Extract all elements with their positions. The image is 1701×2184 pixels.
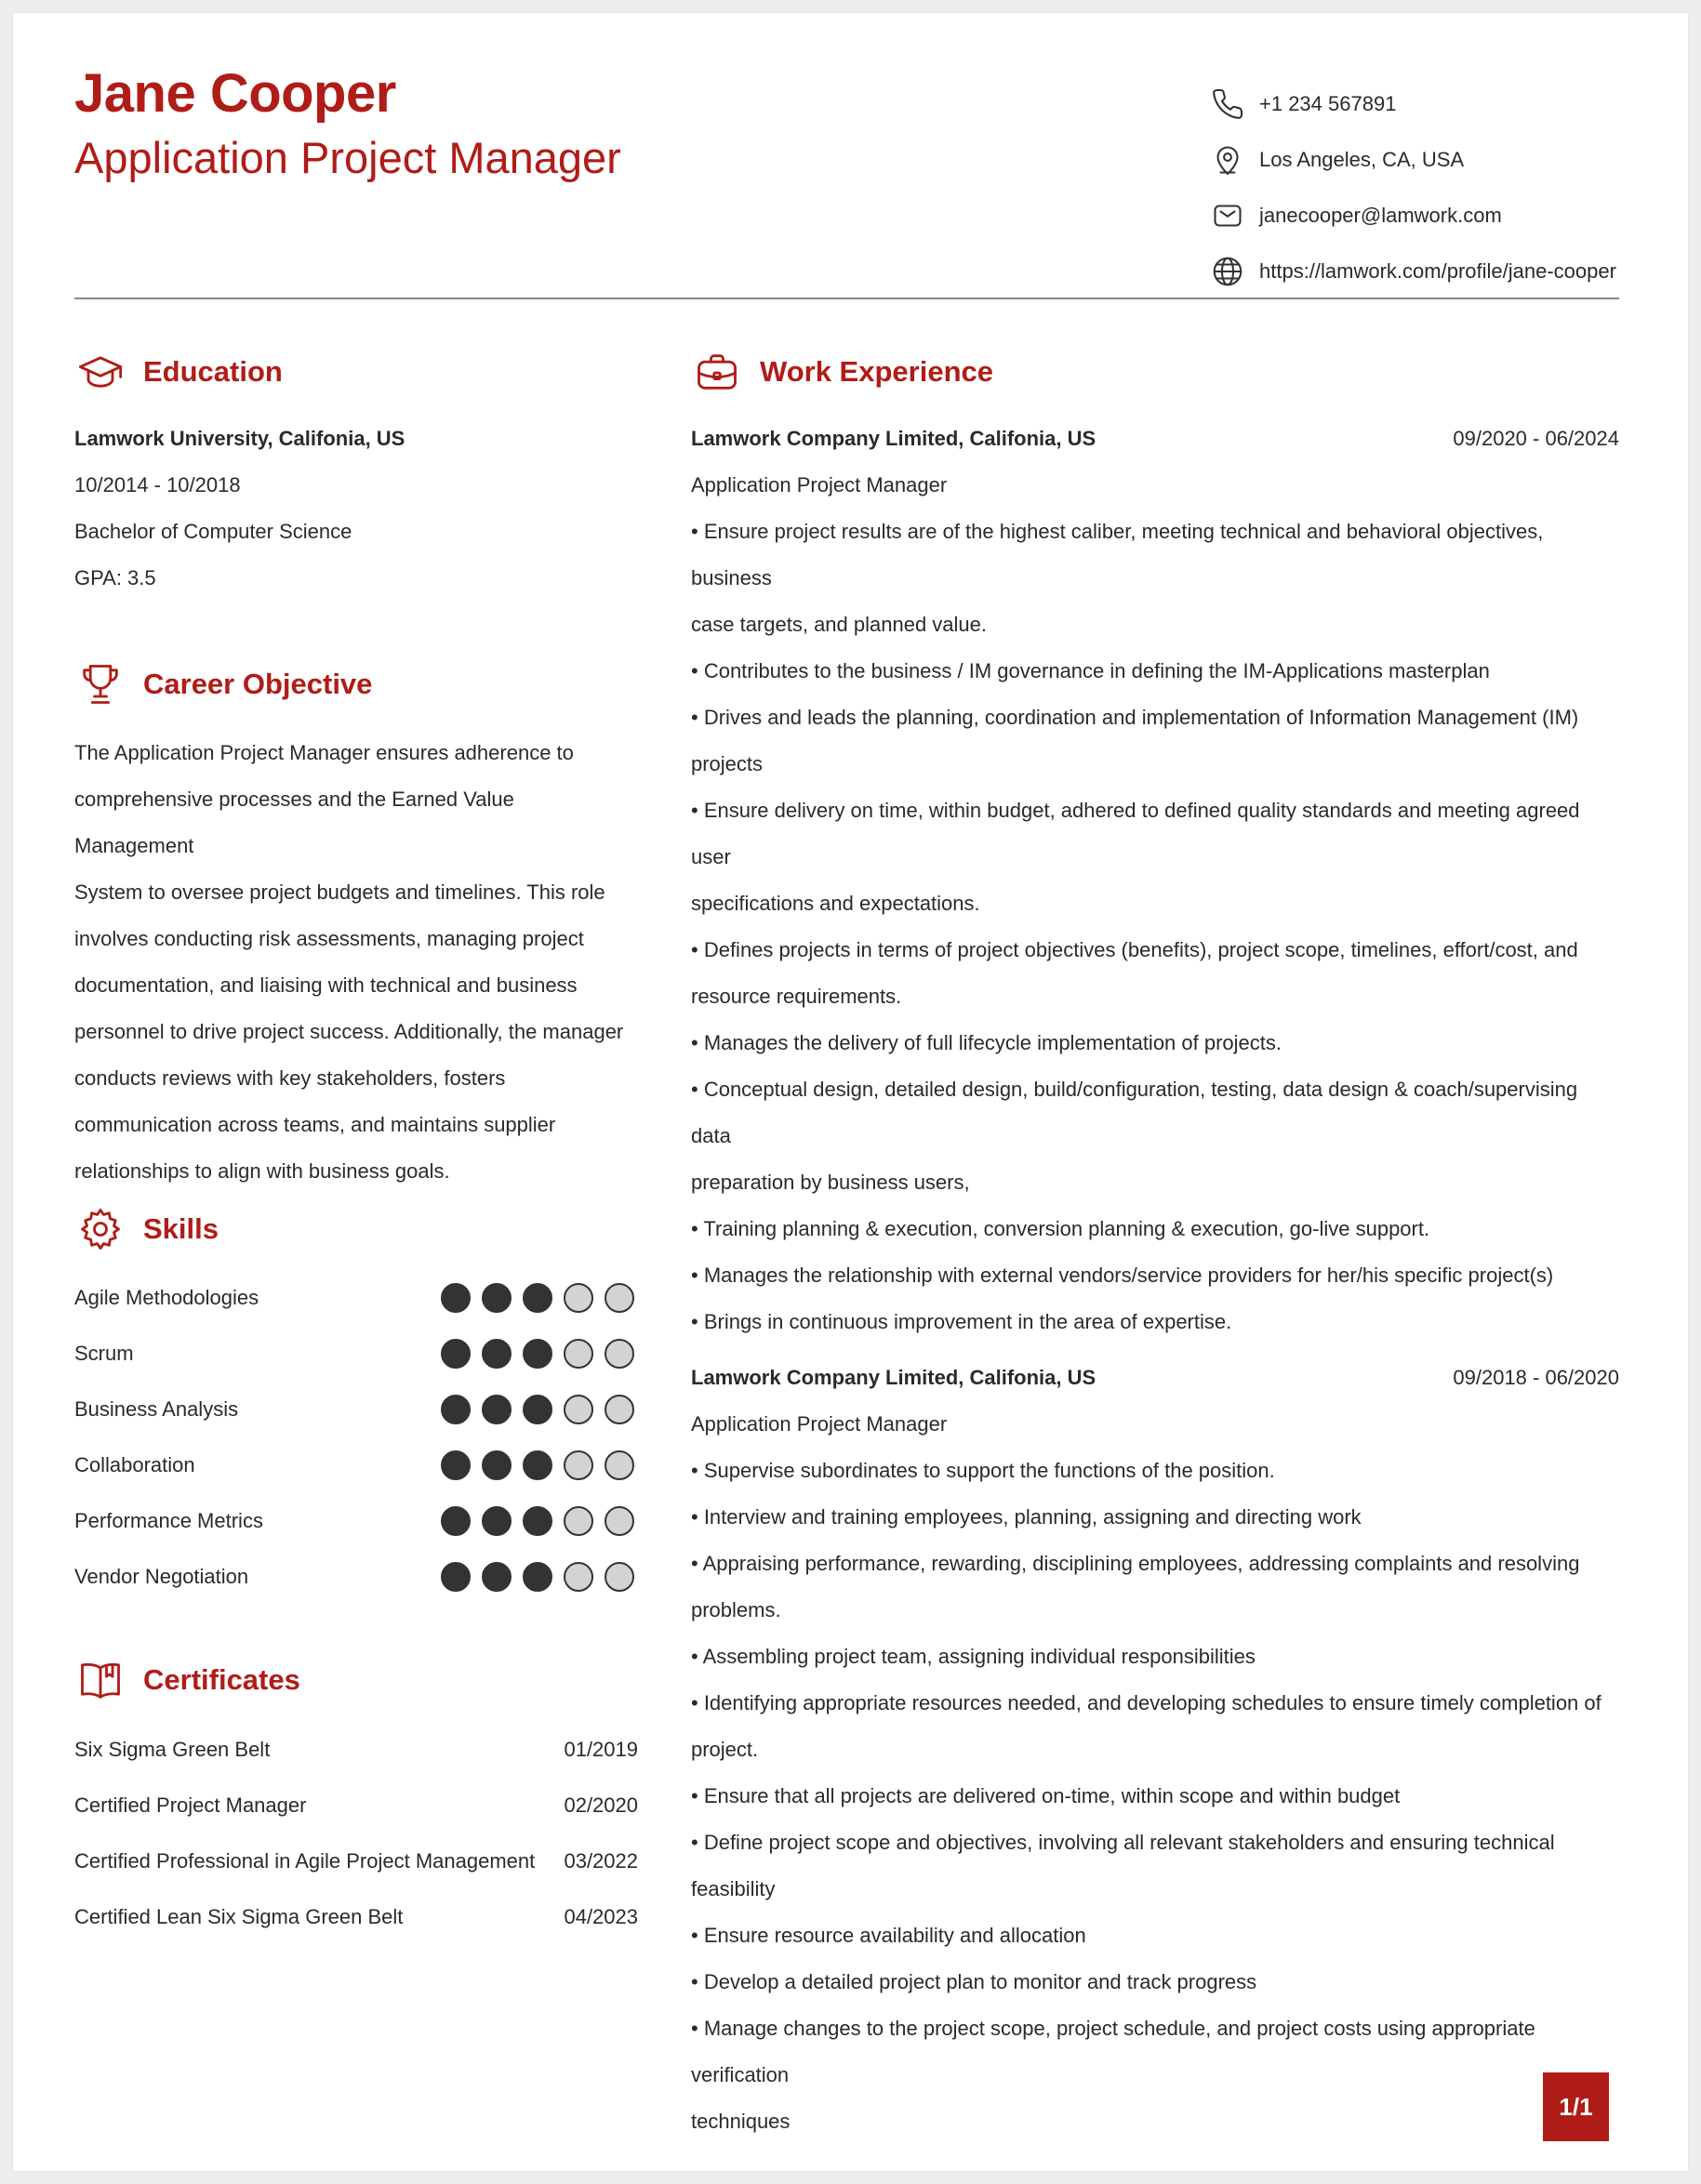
skill-name: Vendor Negotiation	[74, 1565, 249, 1588]
job-company: Lamwork Company Limited, Califonia, US	[691, 1366, 1096, 1389]
certificate-row	[74, 1833, 638, 1889]
certificate-name: Certified Lean Six Sigma Green Belt	[74, 1905, 404, 1928]
mail-icon	[1209, 197, 1246, 234]
objective-line: comprehensive processes and the Earned Value Management	[74, 788, 514, 857]
rating-dot-empty	[564, 1283, 593, 1313]
rating-dot-filled	[523, 1339, 552, 1369]
objective-paragraph	[74, 730, 632, 1195]
book-icon	[74, 1654, 126, 1706]
rating-dot-filled	[482, 1283, 512, 1313]
skill-rating	[441, 1506, 634, 1536]
skill-row	[74, 1326, 642, 1382]
work-heading	[691, 346, 993, 398]
skill-name: Scrum	[74, 1342, 134, 1365]
job-bullet-line: • Assembling project team, assigning individual responsibilities	[691, 1645, 1256, 1668]
rating-dot-empty	[605, 1339, 634, 1369]
job-company: Lamwork Company Limited, Califonia, US	[691, 427, 1096, 450]
job-bullet-line: resource requirements.	[691, 985, 902, 1008]
contact-email	[1209, 188, 1655, 244]
certificate-name: Six Sigma Green Belt	[74, 1738, 271, 1761]
rating-dot-filled	[523, 1450, 552, 1480]
rating-dot-filled	[441, 1339, 471, 1369]
resume-page	[13, 13, 1688, 2171]
certificate-row	[74, 1722, 638, 1778]
contact-website	[1209, 244, 1655, 299]
rating-dot-filled	[482, 1506, 512, 1536]
candidate-title: Application Project Manager	[74, 133, 621, 182]
rating-dot-filled	[441, 1450, 471, 1480]
rating-dot-filled	[482, 1450, 512, 1480]
header-divider	[74, 298, 1619, 299]
job-bullet-line: techniques	[691, 2110, 791, 2133]
skill-rating	[441, 1562, 634, 1592]
rating-dot-filled	[523, 1506, 552, 1536]
job-bullet-line: project.	[691, 1738, 759, 1761]
skill-row	[74, 1382, 642, 1437]
certificate-date: 02/2020	[564, 1794, 638, 1817]
location-icon	[1209, 141, 1246, 179]
skill-row	[74, 1437, 642, 1493]
education-title: Education	[143, 355, 283, 388]
contact-email-text[interactable]: janecooper@lamwork.com	[1259, 204, 1502, 227]
rating-dot-filled	[523, 1395, 552, 1424]
rating-dot-empty	[605, 1562, 634, 1592]
rating-dot-filled	[441, 1506, 471, 1536]
certificate-date: 04/2023	[564, 1905, 638, 1928]
rating-dot-empty	[605, 1506, 634, 1536]
job-bullet-line: • Ensure resource availability and allocation	[691, 1924, 1086, 1947]
skills-list	[74, 1270, 642, 1605]
job-bullet-line: • Contributes to the business / IM governance in defining the IM-Applications masterplan	[691, 659, 1490, 682]
job-bullet-line: • Ensure delivery on time, within budget, adhered to defined quality standards and meeting agreed user	[691, 799, 1580, 868]
certificate-name: Certified Project Manager	[74, 1794, 307, 1817]
education-dates: 10/2014 - 10/2018	[74, 473, 241, 496]
job-spacer	[691, 1345, 1619, 1355]
objective-line: conducts reviews with key stakeholders, fosters	[74, 1066, 506, 1090]
rating-dot-filled	[441, 1283, 471, 1313]
rating-dot-empty	[605, 1450, 634, 1480]
skill-rating	[441, 1450, 634, 1480]
job-bullet-line: case targets, and planned value.	[691, 613, 988, 636]
job-dates: 09/2020 - 06/2024	[1453, 427, 1619, 450]
job-bullet-line: • Interview and training employees, planning, assigning and directing work	[691, 1505, 1362, 1529]
skill-row	[74, 1493, 642, 1549]
work-list	[691, 416, 1619, 2145]
rating-dot-filled	[441, 1395, 471, 1424]
job-bullet-line: • Ensure project results are of the highest caliber, meeting technical and behavioral objectives, business	[691, 520, 1544, 589]
education-school: Lamwork University, Califonia, US	[74, 427, 405, 450]
job-bullet-line: • Defines projects in terms of project objectives (benefits), project scope, timelines, effort/cost, and	[691, 938, 1578, 961]
certificate-row	[74, 1778, 638, 1833]
rating-dot-filled	[482, 1562, 512, 1592]
rating-dot-filled	[441, 1562, 471, 1592]
job-bullet-line: • Define project scope and objectives, involving all relevant stakeholders and ensuring technical feasibility	[691, 1831, 1555, 1900]
contact-location-text: Los Angeles, CA, USA	[1259, 148, 1465, 171]
rating-dot-empty	[564, 1506, 593, 1536]
objective-line: personnel to drive project success. Additionally, the manager	[74, 1020, 624, 1043]
rating-dot-empty	[564, 1395, 593, 1424]
graduation-cap-icon	[74, 346, 126, 398]
rating-dot-empty	[564, 1339, 593, 1369]
certificates-list	[74, 1722, 638, 1945]
certificate-date: 03/2022	[564, 1849, 638, 1873]
job-bullet-line: • Manages the delivery of full lifecycle implementation of projects.	[691, 1031, 1282, 1054]
rating-dot-empty	[605, 1395, 634, 1424]
job-bullet-line: • Training planning & execution, conversion planning & execution, go-live support.	[691, 1217, 1430, 1240]
objective-title: Career Objective	[143, 668, 373, 700]
job-bullet-line: • Manage changes to the project scope, project schedule, and project costs using appropriate verification	[691, 2017, 1535, 2086]
job-header	[691, 416, 1619, 462]
job-bullet-line: • Brings in continuous improvement in the area of expertise.	[691, 1310, 1232, 1333]
job-bullet-line: projects	[691, 752, 764, 775]
rating-dot-empty	[605, 1283, 634, 1313]
trophy-icon	[74, 658, 126, 710]
rating-dot-empty	[564, 1562, 593, 1592]
education-degree: Bachelor of Computer Science	[74, 520, 352, 543]
gear-icon	[74, 1203, 126, 1255]
contact-location	[1209, 132, 1655, 188]
certificate-name: Certified Professional in Agile Project Management	[74, 1849, 536, 1873]
skills-heading	[74, 1203, 219, 1255]
contact-list	[1209, 76, 1655, 299]
page-indicator: 1/1	[1543, 2072, 1609, 2141]
job-entry	[691, 1345, 1619, 2145]
objective-line: communication across teams, and maintains supplier	[74, 1113, 556, 1136]
job-role: Application Project Manager	[691, 473, 948, 496]
contact-phone	[1209, 76, 1655, 132]
briefcase-icon	[691, 346, 743, 398]
rating-dot-filled	[523, 1283, 552, 1313]
certificates-heading	[74, 1654, 300, 1706]
skill-name: Performance Metrics	[74, 1509, 263, 1532]
skill-name: Agile Methodologies	[74, 1286, 259, 1309]
skill-rating	[441, 1395, 634, 1424]
rating-dot-filled	[482, 1395, 512, 1424]
job-bullet-line: • Manages the relationship with external vendors/service providers for her/his specific project(s)	[691, 1264, 1554, 1287]
skill-row	[74, 1270, 642, 1326]
objective-line: relationships to align with business goals.	[74, 1159, 450, 1183]
job-entry	[691, 416, 1619, 1345]
job-bullet-line: • Supervise subordinates to support the functions of the position.	[691, 1459, 1275, 1482]
contact-website-text[interactable]: https://lamwork.com/profile/jane-cooper	[1259, 259, 1616, 283]
skill-name: Collaboration	[74, 1453, 195, 1476]
education-heading	[74, 346, 283, 398]
job-bullet-line: specifications and expectations.	[691, 892, 980, 915]
candidate-name: Jane Cooper	[74, 63, 396, 124]
contact-phone-text[interactable]: +1 234 567891	[1259, 92, 1397, 115]
skill-rating	[441, 1283, 634, 1313]
job-header	[691, 1355, 1619, 1401]
phone-icon	[1209, 86, 1246, 123]
work-title: Work Experience	[760, 355, 993, 388]
rating-dot-filled	[523, 1562, 552, 1592]
certificates-title: Certificates	[143, 1663, 300, 1696]
job-bullet-line: problems.	[691, 1598, 781, 1621]
skill-rating	[441, 1339, 634, 1369]
skill-row	[74, 1549, 642, 1605]
skills-title: Skills	[143, 1212, 219, 1245]
job-bullet-line: • Identifying appropriate resources needed, and developing schedules to ensure timely completion of	[691, 1691, 1601, 1714]
education-gpa: GPA: 3.5	[74, 566, 156, 589]
rating-dot-empty	[564, 1450, 593, 1480]
job-bullet-line: • Drives and leads the planning, coordination and implementation of Information Management (IM)	[691, 706, 1579, 729]
job-dates: 09/2018 - 06/2020	[1453, 1366, 1619, 1389]
job-role: Application Project Manager	[691, 1412, 948, 1436]
job-bullet-line: • Conceptual design, detailed design, build/configuration, testing, data design & coach/supervising data	[691, 1078, 1578, 1147]
certificate-row	[74, 1889, 638, 1945]
objective-line: The Application Project Manager ensures adherence to	[74, 741, 574, 764]
objective-line: System to oversee project budgets and timelines. This role	[74, 880, 605, 904]
objective-line: involves conducting risk assessments, managing project	[74, 927, 584, 950]
objective-heading	[74, 658, 372, 710]
objective-line: documentation, and liaising with technical and business	[74, 973, 578, 997]
job-bullet-line: • Develop a detailed project plan to monitor and track progress	[691, 1970, 1257, 1993]
rating-dot-filled	[482, 1339, 512, 1369]
skill-name: Business Analysis	[74, 1397, 239, 1421]
certificate-date: 01/2019	[564, 1738, 638, 1761]
globe-icon	[1209, 253, 1246, 290]
job-bullet-line: preparation by business users,	[691, 1171, 970, 1194]
job-bullet-line: • Ensure that all projects are delivered on-time, within scope and within budget	[691, 1784, 1401, 1807]
job-bullet-line: • Appraising performance, rewarding, disciplining employees, addressing complaints and resolving	[691, 1552, 1580, 1575]
